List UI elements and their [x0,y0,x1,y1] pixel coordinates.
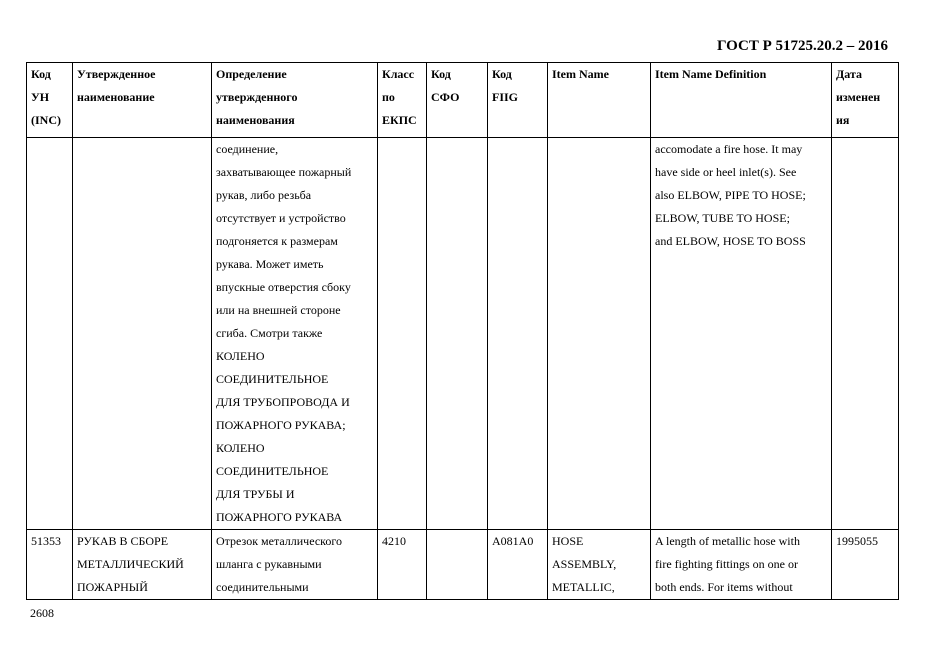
cell-line: Item Name Definition [655,67,767,81]
cell-definition [212,138,378,530]
cell-line: ASSEMBLY, [552,557,617,571]
table-header-row [27,63,899,138]
cell-line: Утвержденное [77,67,156,81]
cell-line: (INC) [31,113,61,127]
cell-line: FIIG [492,90,519,104]
cell-line: подгоняется к размерам [216,234,338,248]
specification-table [26,62,899,600]
cell-line: КОЛЕНО [216,349,265,363]
cell-line: accomodate a fire hose. It may [655,142,803,156]
header-item-name-definition [651,63,832,138]
cell-line: МЕТАЛЛИЧЕСКИЙ [77,557,184,571]
cell-definition [212,530,378,600]
header-definition [212,63,378,138]
cell-line: СОЕДИНИТЕЛЬНОЕ [216,372,329,386]
cell-line: Код [431,67,451,81]
table-row [27,138,899,530]
cell-sfo [427,530,488,600]
cell-line: РУКАВ В СБОРЕ [77,534,169,548]
cell-line: соединение, [216,142,279,156]
header-sfo [427,63,488,138]
table-row [27,530,899,600]
cell-approved-name [73,530,212,600]
cell-line: fire fighting fittings on one or [655,557,798,571]
cell-line: and ELBOW, HOSE TO BOSS [655,234,806,248]
cell-line: рукав, либо резьба [216,188,312,202]
document-title: ГОСТ Р 51725.20.2 – 2016 [716,38,888,54]
cell-line: изменен [836,90,881,104]
cell-line: Код [492,67,512,81]
cell-line: Код [31,67,51,81]
cell-item-name [548,530,651,600]
cell-line: Класс [382,67,415,81]
cell-class [378,138,427,530]
cell-fiig [488,138,548,530]
cell-line: утвержденного [216,90,298,104]
header-class [378,63,427,138]
cell-line: ELBOW, TUBE TO HOSE; [655,211,790,225]
cell-line: соединительными [216,580,309,594]
cell-item-name-definition [651,530,832,600]
cell-line: ПОЖАРНЫЙ [77,580,148,594]
cell-line: захватывающее пожарный [216,165,352,179]
header-inc [27,63,73,138]
cell-line: ия [836,113,850,127]
cell-line: ПОЖАРНОГО РУКАВА [216,510,343,524]
header-fiig [488,63,548,138]
cell-line: наименование [77,90,155,104]
cell-line: рукава. Может иметь [216,257,324,271]
cell-line: Отрезок металлического [216,534,342,548]
cell-line: впускные отверстия сбоку [216,280,351,294]
cell-class: 4210 [378,530,427,600]
cell-line: или на внешней стороне [216,303,341,317]
cell-line: КОЛЕНО [216,441,265,455]
cell-line: A length of metallic hose with [655,534,800,548]
cell-line: ДЛЯ ТРУБЫ И [216,487,295,501]
cell-change-date [832,138,899,530]
header-change-date [832,63,899,138]
cell-sfo [427,138,488,530]
cell-fiig: A081A0 [488,530,548,600]
page-number: 2608 [30,606,54,620]
cell-approved-name [73,138,212,530]
cell-line: отсутствует и устройство [216,211,346,225]
cell-line: Item Name [552,67,609,81]
cell-line: УН [31,90,50,104]
cell-line: HOSE [552,534,584,548]
cell-line: both ends. For items without [655,580,793,594]
cell-item-name-definition [651,138,832,530]
cell-line: also ELBOW, PIPE TO HOSE; [655,188,806,202]
cell-line: Дата [836,67,862,81]
header-approved-name [73,63,212,138]
cell-line: METALLIC, [552,580,615,594]
cell-line: СФО [431,90,460,104]
cell-inc: 51353 [27,530,73,600]
cell-line: СОЕДИНИТЕЛЬНОЕ [216,464,329,478]
cell-line: сгиба. Смотри также [216,326,323,340]
cell-inc [27,138,73,530]
cell-line: по [382,90,395,104]
header-item-name [548,63,651,138]
cell-item-name [548,138,651,530]
cell-line: ДЛЯ ТРУБОПРОВОДА И [216,395,350,409]
cell-line: шланга с рукавными [216,557,322,571]
cell-line: ЕКПС [382,113,417,127]
cell-line: ПОЖАРНОГО РУКАВА; [216,418,346,432]
cell-change-date: 1995055 [832,530,899,600]
cell-line: have side or heel inlet(s). See [655,165,797,179]
cell-line: наименования [216,113,295,127]
cell-line: Определение [216,67,287,81]
